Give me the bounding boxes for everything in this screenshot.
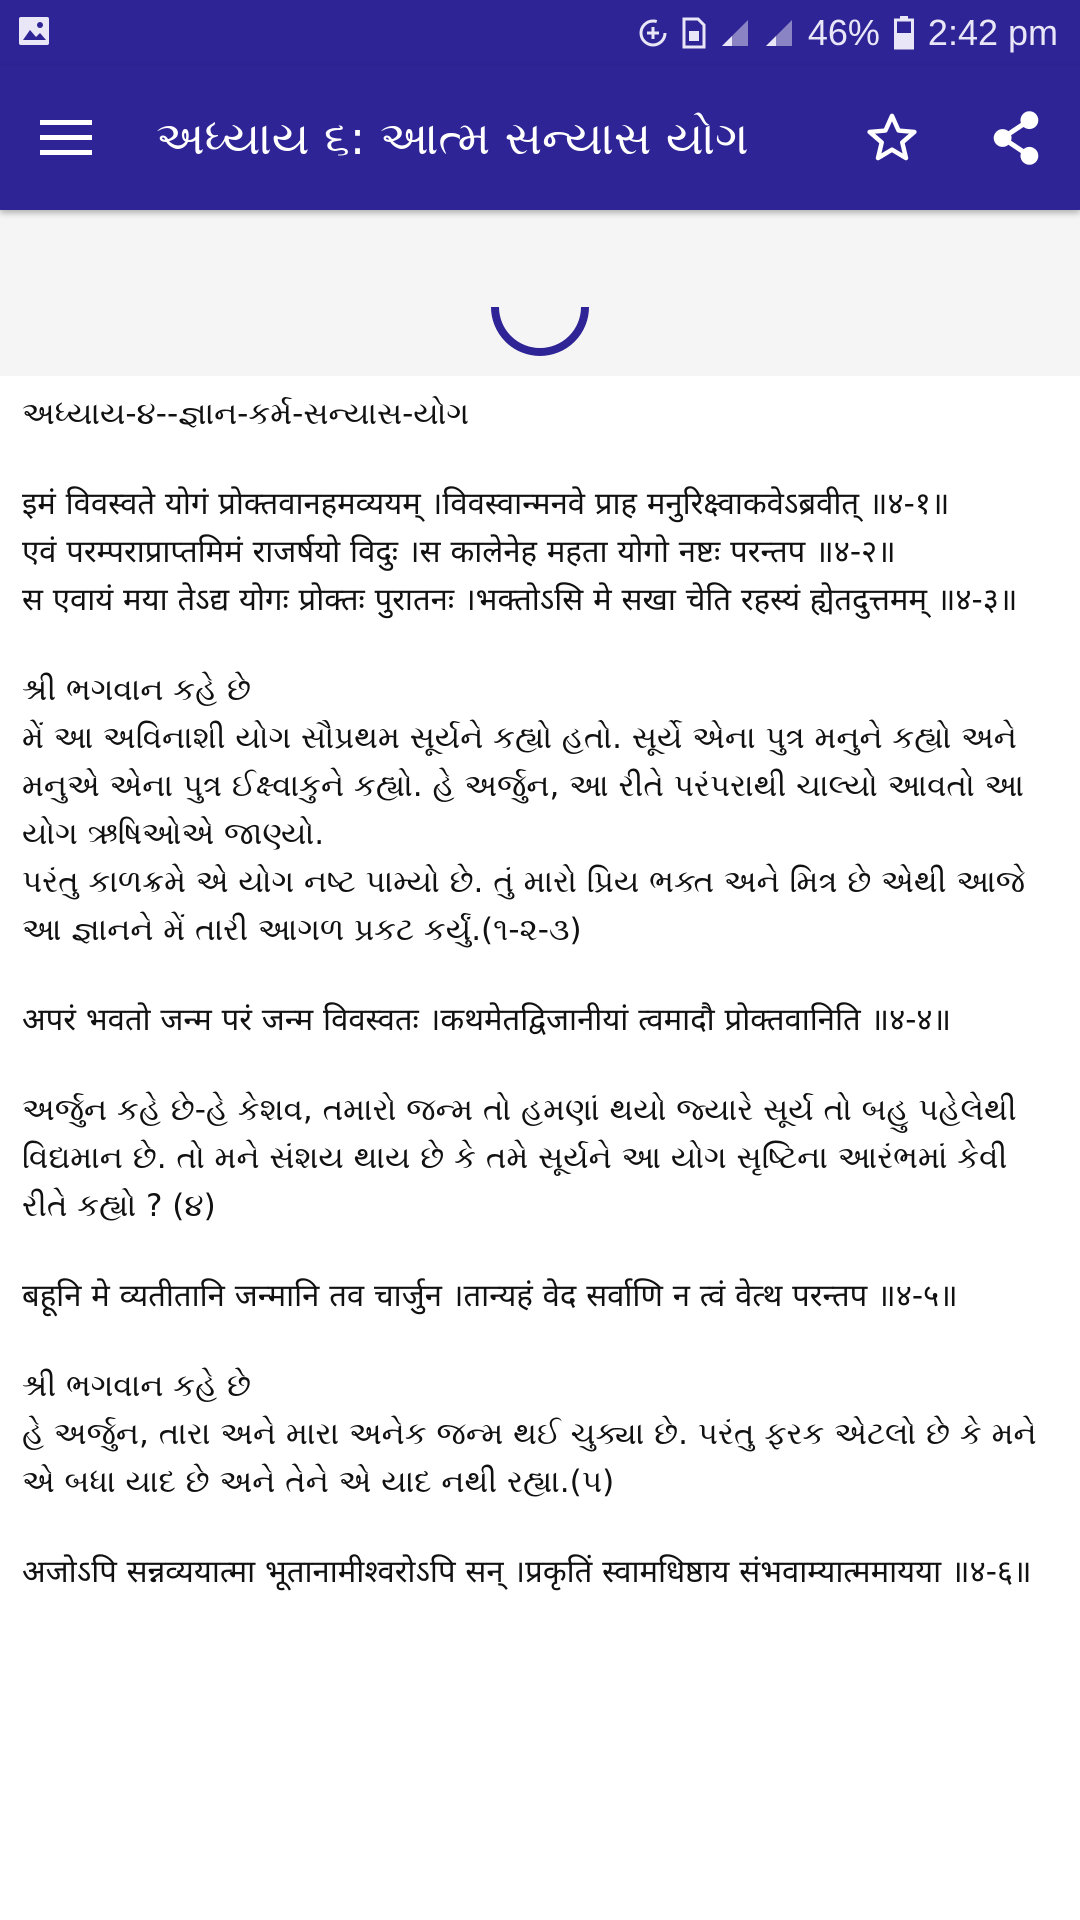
chapter-heading: અધ્યાય-૪--જ્ઞાન-કર્મ-સન્યાસ-યોગ: [22, 396, 470, 432]
loading-area: [0, 210, 1080, 376]
favorite-button[interactable]: [856, 102, 928, 174]
share-icon: [989, 109, 1043, 167]
app-bar: [0, 66, 1080, 210]
sanskrit-verse: अपरं भवतो जन्म परं जन्म विवस्वतः ।कथमेतद्विजानीयां त्वमादौ प्रोक्तवानिति ॥४-४॥: [22, 1002, 952, 1038]
menu-button[interactable]: [34, 106, 98, 170]
clock: 2:42 pm: [927, 12, 1058, 53]
data-saver-icon: [638, 18, 668, 48]
battery-percent: 46%: [807, 12, 880, 53]
gujarati-meaning: અર્જુન કહે છે-હે કેશવ, તમારો જન્મ તો હમણાં થયો જ્યારે સૂર્ય તો બહુ પહેલેથી વિદ્યમાન છે. તો મને સંશય થાય છે કે તમે સૂર્યને આ યોગ સૃષ્ટિના આરંભમાં કેવી રીતે કહ્યો ? (૪): [22, 1092, 1017, 1224]
share-button[interactable]: [980, 102, 1052, 174]
sim-icon: [682, 17, 706, 49]
star-outline-icon: [864, 110, 920, 166]
gujarati-meaning: શ્રી ભગવાન કહે છે હે અર્જુન, તારા અને મારા અનેક જન્મ થઈ ચુક્યા છે. પરંતુ ફરક એટલો છે કે મને એ બધા યાદ છે અને તેને એ યાદ નથી રહ્યા.(૫): [22, 1368, 1037, 1500]
signal-icon: [720, 18, 750, 48]
loading-spinner-icon: [485, 252, 595, 362]
signal-icon: [764, 18, 794, 48]
gujarati-meaning: શ્રી ભગવાન કહે છે મેં આ અવિનાશી યોગ સૌપ્રથમ સૂર્યને કહ્યો હતો. સૂર્યે એના પુત્ર મનુને કહ્યો અને મનુએ એના પુત્ર ઈક્ષ્વાકુને કહ્યો. હે અર્જુન, આ રીતે પરંપરાથી ચાલ્યો આવતો આ યોગ ઋષિઓએ જાણ્યો. પરંતુ કાળક્રમે એ યોગ નષ્ટ પામ્યો છે. તું મારો પ્રિય ભક્ત અને મિત્ર છે એથી આજે આ જ્ઞાનને મેં તારી આગળ પ્રકટ કર્યું.(૧-૨-૩): [22, 672, 1026, 948]
sanskrit-verse: बहूनि मे व्यतीतानि जन्मानि तव चार्जुन ।तान्यहं वेद सर्वाणि न त्वं वेत्थ परन्तप ॥४-५॥: [22, 1278, 958, 1314]
sanskrit-verse: अजोऽपि सन्नव्ययात्मा भूतानामीश्वरोऽपि सन् ।प्रकृतिं स्वामधिष्ठाय संभवाम्यात्ममायया ॥४-६॥: [22, 1554, 1032, 1590]
menu-icon: [40, 118, 92, 158]
battery-icon: [894, 16, 914, 50]
chapter-content: [22, 390, 1062, 1638]
sanskrit-verse: इमं विवस्वते योगं प्रोक्तवानहमव्ययम् ।विवस्वान्मनवे प्राह मनुरिक्ष्वाकवेऽब्रवीत् ॥४-१॥ एवं परम्पराप्राप्तमिमं राजर्षयो विदुः ।स कालेनेह महता योगो नष्टः परन्तप ॥४-२॥ स एवायं मया तेऽद्य योगः प्रोक्तः पुरातनः ।भक्तोऽसि मे सखा चेति रहस्यं ह्येतदुत्तमम् ॥४-३॥: [22, 486, 1018, 618]
status-bar: [0, 0, 1080, 66]
gallery-icon: [18, 16, 50, 46]
page-title: અધ્યાય ૬: આત્મ સન્યાસ યોગ: [156, 111, 749, 165]
